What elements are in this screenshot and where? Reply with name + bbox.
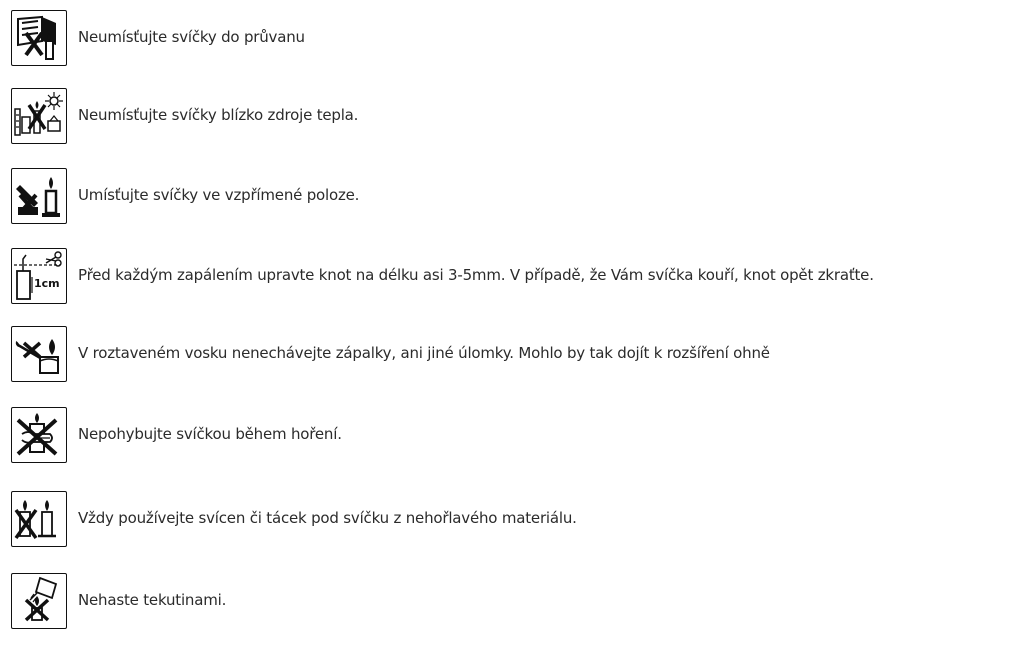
instruction-row-liquid	[0, 573, 1024, 629]
instruction-row-move	[0, 407, 1024, 463]
instruction-text: Umísťujte svíčky ve vzpřímené poloze.	[78, 186, 360, 204]
instruction-text: Vždy používejte svícen či tácek pod svíčku z nehořlavého materiálu.	[78, 509, 577, 527]
instruction-text: Nepohybujte svíčkou během hoření.	[78, 425, 342, 443]
instruction-text: V roztaveném vosku nenechávejte zápalky, ani jiné úlomky. Mohlo by tak dojít k rozšíření ohně	[78, 344, 770, 362]
do-not-move-candle-icon	[11, 407, 67, 463]
no-draught-icon	[11, 10, 67, 66]
instruction-row-wick	[0, 248, 1024, 304]
instruction-row-matches	[0, 326, 1024, 382]
instruction-row-upright	[0, 168, 1024, 224]
instruction-text: Nehaste tekutinami.	[78, 591, 227, 609]
upright-candle-icon	[11, 168, 67, 224]
use-candle-holder-icon	[11, 491, 67, 547]
instruction-text: Před každým zapálením upravte knot na délku asi 3-5mm. V případě, že Vám svíčka kouří, knot opět zkraťte.	[78, 266, 874, 284]
trim-wick-icon	[11, 248, 67, 304]
instruction-row-heat	[0, 88, 1024, 144]
instruction-text: Neumísťujte svíčky do průvanu	[78, 28, 305, 46]
instruction-row-holder	[0, 491, 1024, 547]
instruction-row-draught	[0, 10, 1024, 66]
no-heat-source-icon	[11, 88, 67, 144]
instruction-text: Neumísťujte svíčky blízko zdroje tepla.	[78, 106, 359, 124]
no-matches-in-wax-icon	[11, 326, 67, 382]
wick-length-label: 1cm	[34, 277, 60, 290]
no-liquid-extinguish-icon	[11, 573, 67, 629]
